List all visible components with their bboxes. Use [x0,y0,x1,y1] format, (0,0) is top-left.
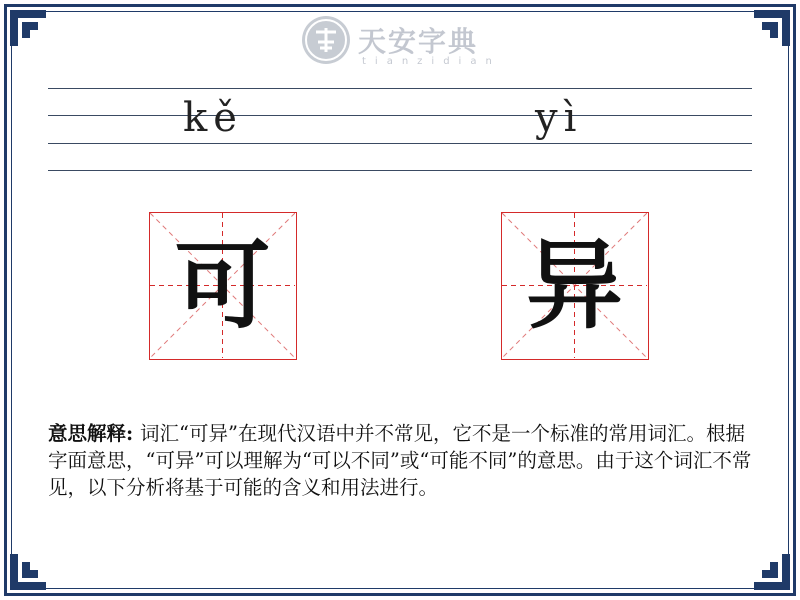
watermark-logo [302,16,502,70]
pinyin-ke: kě [183,95,243,141]
explanation-label: 意思解释 [48,422,127,445]
character-yi: 异 [526,228,623,342]
corner-ornament-top-right [752,8,792,48]
pinyin-writing-lines [48,88,752,174]
pinyin-yi: yì [535,95,583,141]
corner-ornament-bottom-right [752,552,792,592]
character-ke: 可 [174,228,271,342]
watermark-subtitle: tianzidian [362,56,501,67]
explanation-separator: : [126,422,141,445]
explanation-text: 词汇“可异”在现代汉语中并不常见，它不是一个标准的常用词汇。根据字面意思，“可异”可以理解为“可以不同”或“可能不同”的意思。由于这个词汇不常见，以下分析将基于可能的含义和用法进行。 [48,422,752,499]
explanation-paragraph [48,420,754,501]
seal-icon [302,16,350,64]
watermark-title: 天安字典 [358,25,479,58]
tianzige-box-1 [149,212,297,360]
corner-ornament-bottom-left [8,552,48,592]
corner-ornament-top-left [8,8,48,48]
tianzige-box-2 [501,212,649,360]
